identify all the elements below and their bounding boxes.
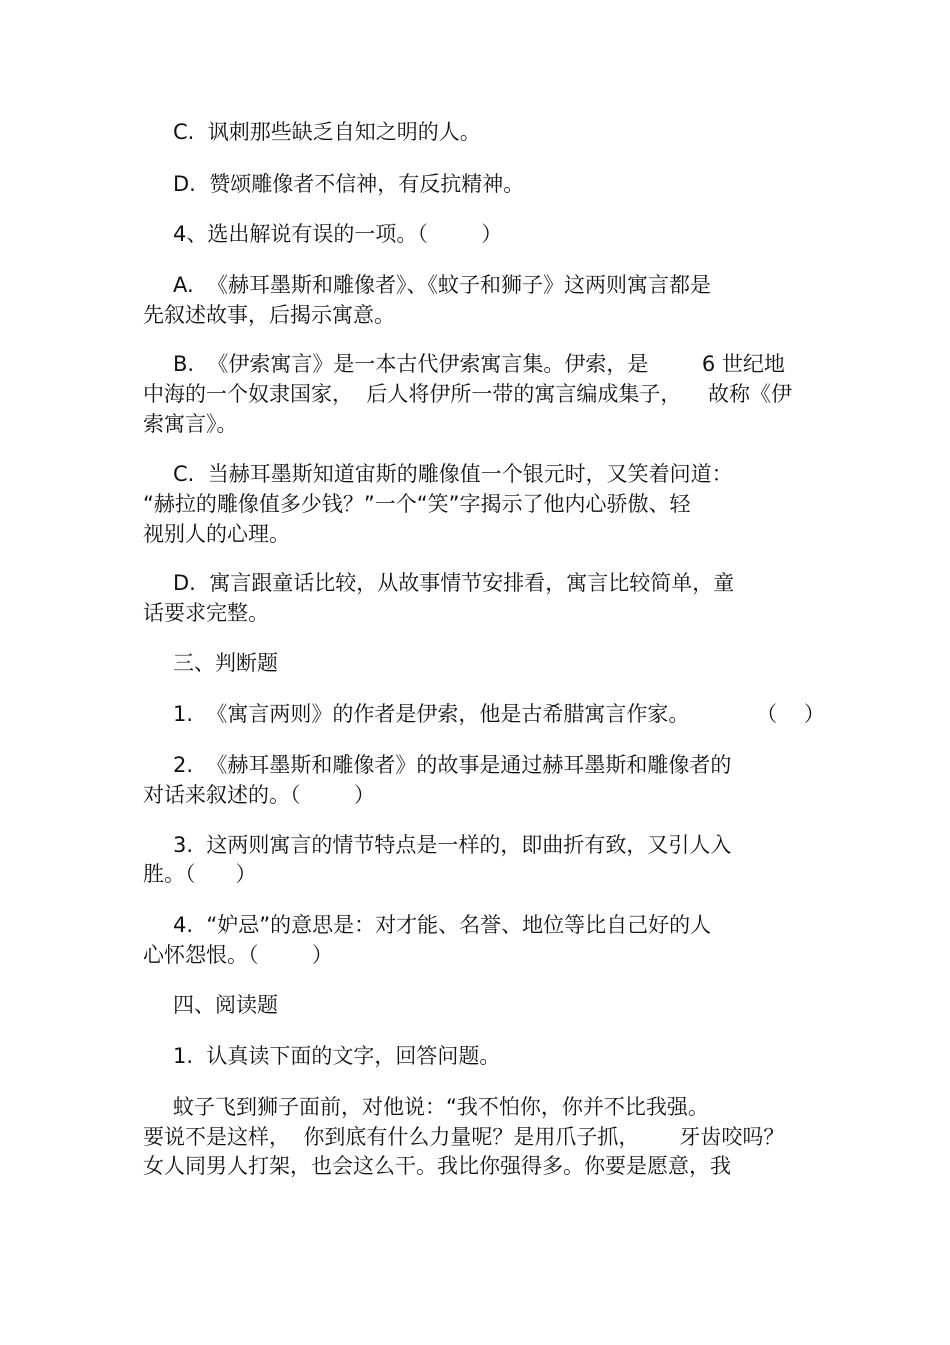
option-a-line-1: A. 《赫耳墨斯和雕像者》、《蚊子和狮子》这两则寓言都是 (173, 273, 712, 297)
passage-line-3: 女人同男人打架，也会这么干。我比你强得多。你要是愿意，我 (143, 1154, 731, 1178)
option-a-line-2: 先叙述故事，后揭示寓意。 (143, 303, 395, 327)
option-b-line-2: 中海的一个奴隶国家， 后人将伊所一带的寓言编成集子， 故称《伊 (143, 382, 793, 406)
judgment-3-line-1: 3. 这两则寓言的情节特点是一样的，即曲折有致，又引人入 (173, 833, 732, 857)
option-c-line: C. 讽刺那些缺乏自知之明的人。 (173, 120, 481, 144)
section-heading-judgment: 三、判断题 (173, 651, 278, 675)
option-d-line: D. 赞颂雕像者不信神，有反抗精神。 (173, 172, 525, 196)
option-c2-line-2: “赫拉的雕像值多少钱？”一个“笑”字揭示了他内心骄傲、轻 (143, 492, 691, 516)
option-c2-line-3: 视别人的心理。 (143, 522, 290, 546)
judgment-2-line-2: 对话来叙述的。（ ） (143, 783, 375, 807)
option-b-line-1: B. 《伊索寓言》是一本古代伊索寓言集。伊索，是 6 世纪地 (173, 352, 785, 376)
option-b-line-3: 索寓言》。 (143, 412, 238, 436)
question-4-line: 4、选出解说有误的一项。（ ） (173, 222, 503, 246)
judgment-4-line-2: 心怀怨恨。（ ） (143, 943, 333, 967)
option-d2-line-2: 话要求完整。 (143, 601, 269, 625)
passage-line-1: 蚊子飞到狮子面前，对他说：“我不怕你，你并不比我强。 (173, 1095, 709, 1119)
judgment-1-line: 1. 《寓言两则》的作者是伊索，他是古希腊寓言作家。 （ ） (173, 702, 825, 726)
section-heading-reading: 四、阅读题 (173, 993, 278, 1017)
option-c2-line-1: C. 当赫耳墨斯知道宙斯的雕像值一个银元时，又笑着问道： (173, 462, 733, 486)
option-d2-line-1: D. 寓言跟童话比较，从故事情节安排看，寓言比较简单，童 (173, 571, 735, 595)
judgment-2-line-1: 2. 《赫耳墨斯和雕像者》的故事是通过赫耳墨斯和雕像者的 (173, 753, 732, 777)
judgment-4-line-1: 4. “妒忌”的意思是：对才能、名誉、地位等比自己好的人 (173, 913, 712, 937)
passage-line-2: 要说不是这样， 你到底有什么力量呢？是用爪子抓， 牙齿咬吗？ (143, 1125, 785, 1149)
reading-1-line: 1. 认真读下面的文字，回答问题。 (173, 1044, 501, 1068)
judgment-3-line-2: 胜。（ ） (143, 862, 257, 886)
